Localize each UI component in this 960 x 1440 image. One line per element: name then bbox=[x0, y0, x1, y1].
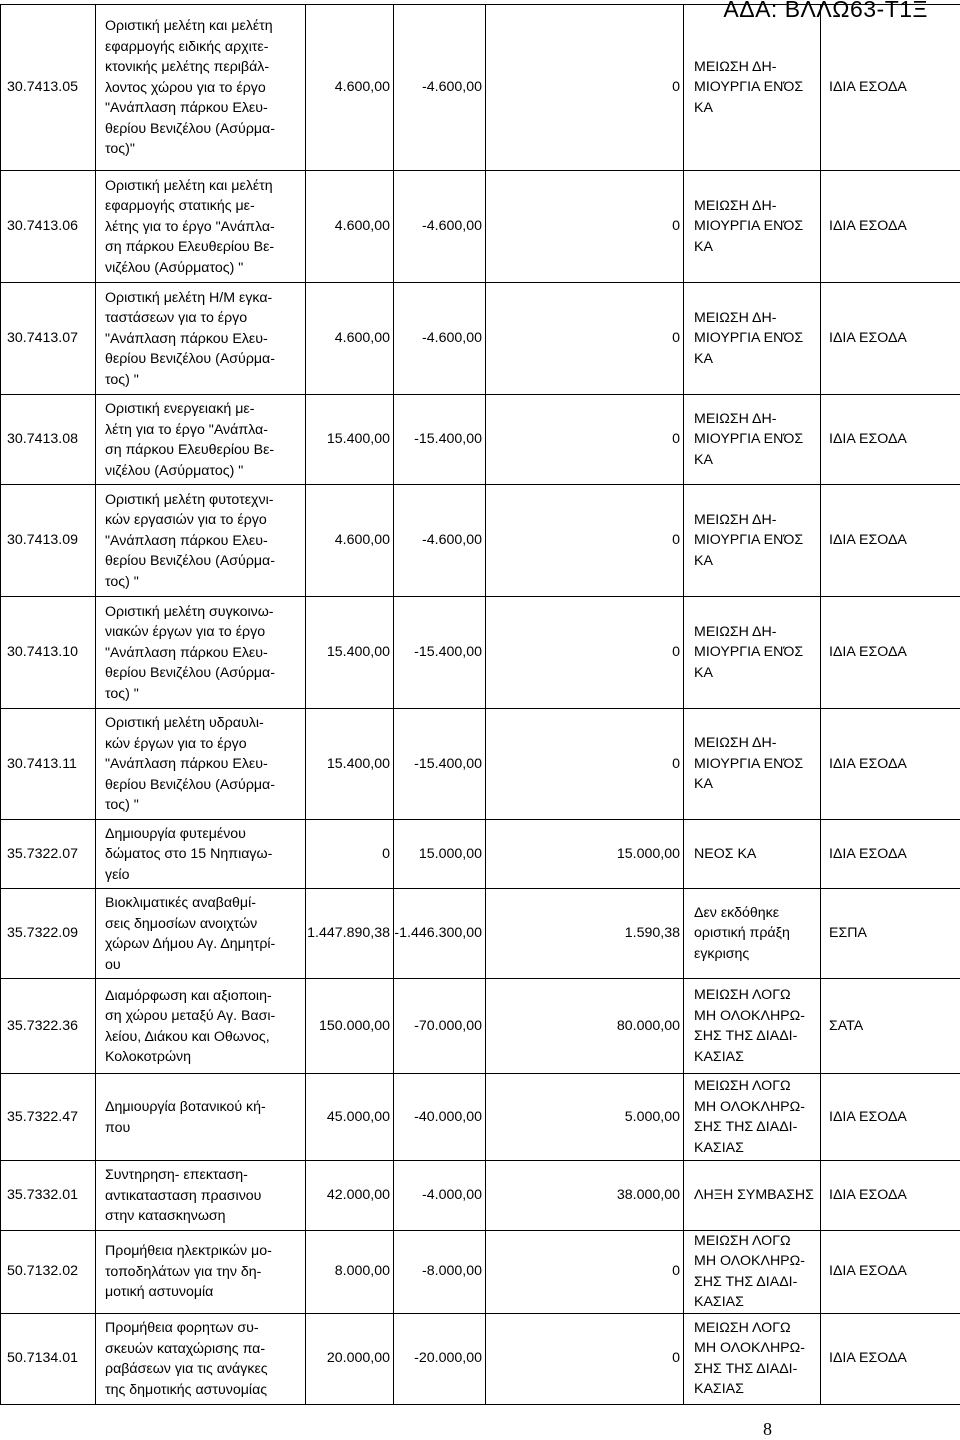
reason-text: ΜΕΙΩΣΗ ΔΗ- ΜΙΟΥΡΓΙΑ ΕΝΌΣ ΚΑ bbox=[694, 624, 803, 681]
initial-amount-cell bbox=[306, 1230, 394, 1313]
change-amount-cell bbox=[394, 171, 486, 283]
change-amount-text: -15.400,00 bbox=[414, 756, 482, 772]
budget-code-cell bbox=[1, 5, 96, 171]
budget-code-cell bbox=[1, 1230, 96, 1313]
budget-code-text: 35.7322.09 bbox=[7, 925, 78, 941]
budget-code-cell bbox=[1, 979, 96, 1074]
table-row bbox=[1, 395, 960, 485]
reason-text: ΜΕΙΩΣΗ ΔΗ- ΜΙΟΥΡΓΙΑ ΕΝΌΣ ΚΑ bbox=[694, 198, 803, 255]
budget-code-text: 35.7322.07 bbox=[7, 846, 78, 862]
change-amount-cell bbox=[394, 485, 486, 597]
table-row bbox=[1, 889, 960, 979]
reason-cell bbox=[684, 1313, 821, 1404]
description-text: Συντηρηση- επεκταση- αντικατασταση πρασινου στην κατασκηνωση bbox=[105, 1167, 261, 1224]
reason-text: ΜΕΙΩΣΗ ΛΟΓΩ ΜΗ ΟΛΟΚΛΗΡΩ- ΣΗΣ ΤΗΣ ΔΙΑΔΙ- ΚΑΣΙΑΣ bbox=[694, 1320, 805, 1398]
final-amount-cell bbox=[486, 979, 684, 1074]
funding-source-text: ΙΔΙΑ ΕΣΟΔΑ bbox=[829, 644, 907, 660]
reason-cell bbox=[684, 485, 821, 597]
initial-amount-cell bbox=[306, 283, 394, 395]
funding-source-text: ΙΔΙΑ ΕΣΟΔΑ bbox=[829, 431, 907, 447]
reason-text: ΜΕΙΩΣΗ ΔΗ- ΜΙΟΥΡΓΙΑ ΕΝΌΣ ΚΑ bbox=[694, 735, 803, 792]
budget-code-cell bbox=[1, 597, 96, 709]
final-amount-cell bbox=[486, 597, 684, 709]
description-cell bbox=[96, 5, 306, 171]
reason-cell bbox=[684, 979, 821, 1074]
budget-code-text: 30.7413.05 bbox=[7, 79, 78, 95]
description-cell bbox=[96, 1313, 306, 1404]
budget-code-cell bbox=[1, 485, 96, 597]
reason-text: ΝΕΟΣ ΚΑ bbox=[694, 846, 756, 862]
budget-code-cell bbox=[1, 395, 96, 485]
reason-cell bbox=[684, 889, 821, 979]
initial-amount-text: 45.000,00 bbox=[327, 1109, 390, 1125]
initial-amount-text: 4.600,00 bbox=[335, 532, 390, 548]
reason-cell bbox=[684, 1230, 821, 1313]
change-amount-cell bbox=[394, 1230, 486, 1313]
final-amount-cell bbox=[486, 819, 684, 889]
reason-text: ΜΕΙΩΣΗ ΛΟΓΩ ΜΗ ΟΛΟΚΛΗΡΩ- ΣΗΣ ΤΗΣ ΔΙΑΔΙ- ΚΑΣΙΑΣ bbox=[694, 1078, 805, 1156]
reason-text: ΜΕΙΩΣΗ ΔΗ- ΜΙΟΥΡΓΙΑ ΕΝΌΣ ΚΑ bbox=[694, 310, 803, 367]
final-amount-cell bbox=[486, 5, 684, 171]
funding-source-cell bbox=[821, 1074, 960, 1161]
final-amount-text: 1.590,38 bbox=[625, 925, 680, 941]
funding-source-text: ΙΔΙΑ ΕΣΟΔΑ bbox=[829, 79, 907, 95]
budget-code-text: 30.7413.08 bbox=[7, 431, 78, 447]
description-cell bbox=[96, 889, 306, 979]
final-amount-cell bbox=[486, 283, 684, 395]
initial-amount-text: 8.000,00 bbox=[335, 1263, 390, 1279]
funding-source-text: ΙΔΙΑ ΕΣΟΔΑ bbox=[829, 532, 907, 548]
description-text: Προμήθεια φορητων συ- σκευών καταχώρισης πα- ραβάσεων για τις ανάγκες της δημοτικής αστυνομίας bbox=[105, 1320, 268, 1398]
budget-code-text: 35.7322.36 bbox=[7, 1018, 78, 1034]
initial-amount-cell bbox=[306, 1074, 394, 1161]
description-cell bbox=[96, 283, 306, 395]
final-amount-cell bbox=[486, 485, 684, 597]
reason-cell bbox=[684, 1074, 821, 1161]
description-text: Προμήθεια ηλεκτρικών μο- τοποδηλάτων για την δη- μοτική αστυνομία bbox=[105, 1243, 272, 1300]
table-row bbox=[1, 1161, 960, 1231]
reason-cell bbox=[684, 1161, 821, 1231]
budget-code-text: 35.7322.47 bbox=[7, 1109, 78, 1125]
description-cell bbox=[96, 1230, 306, 1313]
change-amount-text: -1.446.300,00 bbox=[394, 925, 482, 941]
funding-source-cell bbox=[821, 1313, 960, 1404]
reason-cell bbox=[684, 283, 821, 395]
initial-amount-text: 0 bbox=[382, 846, 390, 862]
change-amount-cell bbox=[394, 889, 486, 979]
description-text: Δημιουργία βοτανικού κή- που bbox=[105, 1099, 266, 1136]
change-amount-text: -4.600,00 bbox=[422, 218, 482, 234]
funding-source-text: ΙΔΙΑ ΕΣΟΔΑ bbox=[829, 1263, 907, 1279]
initial-amount-text: 15.400,00 bbox=[327, 431, 390, 447]
description-text: Βιοκλιματικές αναβαθμί- σεις δημοσίων ανοιχτών χώρων Δήμου Αγ. Δημητρί- ου bbox=[105, 895, 275, 973]
funding-source-text: ΙΔΙΑ ΕΣΟΔΑ bbox=[829, 1350, 907, 1366]
reason-text: Δεν εκδόθηκε οριστική πράξη εγκρισης bbox=[694, 905, 790, 962]
initial-amount-text: 20.000,00 bbox=[327, 1350, 390, 1366]
table-row bbox=[1, 597, 960, 709]
initial-amount-cell bbox=[306, 597, 394, 709]
description-cell bbox=[96, 395, 306, 485]
funding-source-cell bbox=[821, 889, 960, 979]
description-cell bbox=[96, 597, 306, 709]
change-amount-cell bbox=[394, 1313, 486, 1404]
budget-code-text: 30.7413.09 bbox=[7, 532, 78, 548]
funding-source-cell bbox=[821, 597, 960, 709]
table-row bbox=[1, 1074, 960, 1161]
final-amount-text: 0 bbox=[672, 218, 680, 234]
final-amount-text: 0 bbox=[672, 644, 680, 660]
table-row bbox=[1, 819, 960, 889]
change-amount-text: 15.000,00 bbox=[419, 846, 482, 862]
change-amount-cell bbox=[394, 283, 486, 395]
funding-source-text: ΙΔΙΑ ΕΣΟΔΑ bbox=[829, 1187, 907, 1203]
funding-source-cell bbox=[821, 709, 960, 820]
initial-amount-text: 15.400,00 bbox=[327, 756, 390, 772]
final-amount-cell bbox=[486, 1230, 684, 1313]
funding-source-cell bbox=[821, 395, 960, 485]
description-text: Οριστική μελέτη και μελέτη εφαρμογής ειδικής αρχιτε- κτονικής μελέτης περιβάλ- λοντος χώρου για το έργο "Ανάπλαση πάρκου Ελευ- θερίου Βενιζέλου (Ασύρμα- τος)" bbox=[105, 18, 275, 157]
budget-table bbox=[0, 4, 960, 1405]
change-amount-text: -15.400,00 bbox=[414, 644, 482, 660]
final-amount-text: 0 bbox=[672, 79, 680, 95]
funding-source-text: ΙΔΙΑ ΕΣΟΔΑ bbox=[829, 218, 907, 234]
budget-code-cell bbox=[1, 819, 96, 889]
budget-code-cell bbox=[1, 889, 96, 979]
final-amount-text: 0 bbox=[672, 756, 680, 772]
description-text: Οριστική μελέτη φυτοτεχνι- κών εργασιών για το έργο "Ανάπλαση πάρκου Ελευ- θερίου Βενιζέλου (Ασύρμα- τος) " bbox=[105, 492, 275, 590]
description-text: Οριστική μελέτη Η/Μ εγκα- ταστάσεων για το έργο "Ανάπλαση πάρκου Ελευ- θερίου Βενιζέλου (Ασύρμα- τος) " bbox=[105, 290, 275, 388]
reason-cell bbox=[684, 819, 821, 889]
description-text: Οριστική μελέτη και μελέτη εφαρμογής στατικής με- λέτης για το έργο "Ανάπλα- ση πάρκου Ελευθερίου Βε- νιζέλου (Ασύρματος) " bbox=[105, 178, 275, 276]
description-text: Οριστική μελέτη υδραυλι- κών έργων για το έργο "Ανάπλαση πάρκου Ελευ- θερίου Βενιζέλου (Ασύρμα- τος) " bbox=[105, 715, 275, 813]
change-amount-text: -70.000,00 bbox=[414, 1018, 482, 1034]
change-amount-cell bbox=[394, 979, 486, 1074]
final-amount-text: 80.000,00 bbox=[617, 1018, 680, 1034]
budget-code-text: 50.7134.01 bbox=[7, 1350, 78, 1366]
budget-code-text: 30.7413.07 bbox=[7, 330, 78, 346]
initial-amount-cell bbox=[306, 979, 394, 1074]
final-amount-text: 15.000,00 bbox=[617, 846, 680, 862]
description-cell bbox=[96, 485, 306, 597]
final-amount-text: 38.000,00 bbox=[617, 1187, 680, 1203]
initial-amount-text: 150.000,00 bbox=[319, 1018, 390, 1034]
description-cell bbox=[96, 979, 306, 1074]
funding-source-text: ΣΑΤΑ bbox=[829, 1018, 863, 1034]
change-amount-text: -4.600,00 bbox=[422, 79, 482, 95]
budget-code-cell bbox=[1, 1313, 96, 1404]
final-amount-cell bbox=[486, 171, 684, 283]
funding-source-cell bbox=[821, 1161, 960, 1231]
change-amount-cell bbox=[394, 709, 486, 820]
description-cell bbox=[96, 819, 306, 889]
funding-source-cell bbox=[821, 979, 960, 1074]
final-amount-cell bbox=[486, 1313, 684, 1404]
table-row bbox=[1, 485, 960, 597]
change-amount-text: -4.600,00 bbox=[422, 330, 482, 346]
final-amount-cell bbox=[486, 395, 684, 485]
ada-watermark: ΑΔΑ: ΒΛΛΩ63-Τ1Ξ bbox=[723, 0, 928, 24]
funding-source-text: ΙΔΙΑ ΕΣΟΔΑ bbox=[829, 846, 907, 862]
table-row bbox=[1, 171, 960, 283]
change-amount-cell bbox=[394, 819, 486, 889]
initial-amount-cell bbox=[306, 485, 394, 597]
initial-amount-cell bbox=[306, 819, 394, 889]
description-cell bbox=[96, 171, 306, 283]
description-text: Δημιουργία φυτεμένου δώματος στο 15 Νηπιαγω- γείο bbox=[105, 826, 272, 883]
budget-code-text: 30.7413.10 bbox=[7, 644, 78, 660]
change-amount-text: -8.000,00 bbox=[422, 1263, 482, 1279]
initial-amount-cell bbox=[306, 1313, 394, 1404]
initial-amount-cell bbox=[306, 889, 394, 979]
funding-source-text: ΕΣΠΑ bbox=[829, 925, 867, 941]
reason-cell bbox=[684, 5, 821, 171]
change-amount-text: -20.000,00 bbox=[414, 1350, 482, 1366]
final-amount-text: 0 bbox=[672, 431, 680, 447]
initial-amount-text: 1.447.890,38 bbox=[307, 925, 390, 941]
budget-code-text: 35.7332.01 bbox=[7, 1187, 78, 1203]
funding-source-text: ΙΔΙΑ ΕΣΟΔΑ bbox=[829, 330, 907, 346]
reason-cell bbox=[684, 709, 821, 820]
reason-cell bbox=[684, 171, 821, 283]
budget-code-cell bbox=[1, 283, 96, 395]
final-amount-cell bbox=[486, 709, 684, 820]
initial-amount-cell bbox=[306, 1161, 394, 1231]
table-row bbox=[1, 1313, 960, 1404]
initial-amount-text: 4.600,00 bbox=[335, 218, 390, 234]
table-row bbox=[1, 1230, 960, 1313]
change-amount-cell bbox=[394, 395, 486, 485]
funding-source-cell bbox=[821, 283, 960, 395]
change-amount-text: -40.000,00 bbox=[414, 1109, 482, 1125]
description-cell bbox=[96, 709, 306, 820]
change-amount-cell bbox=[394, 1074, 486, 1161]
reason-text: ΛΗΞΗ ΣΥΜΒΑΣΗΣ bbox=[694, 1187, 814, 1203]
change-amount-text: -4.600,00 bbox=[422, 532, 482, 548]
description-cell bbox=[96, 1074, 306, 1161]
reason-text: ΜΕΙΩΣΗ ΛΟΓΩ ΜΗ ΟΛΟΚΛΗΡΩ- ΣΗΣ ΤΗΣ ΔΙΑΔΙ- ΚΑΣΙΑΣ bbox=[694, 987, 805, 1065]
initial-amount-cell bbox=[306, 171, 394, 283]
change-amount-cell bbox=[394, 597, 486, 709]
final-amount-text: 0 bbox=[672, 330, 680, 346]
reason-cell bbox=[684, 597, 821, 709]
funding-source-text: ΙΔΙΑ ΕΣΟΔΑ bbox=[829, 756, 907, 772]
budget-code-cell bbox=[1, 709, 96, 820]
table-row bbox=[1, 5, 960, 171]
final-amount-cell bbox=[486, 1161, 684, 1231]
reason-text: ΜΕΙΩΣΗ ΔΗ- ΜΙΟΥΡΓΙΑ ΕΝΌΣ ΚΑ bbox=[694, 411, 803, 468]
description-cell bbox=[96, 1161, 306, 1231]
change-amount-cell bbox=[394, 1161, 486, 1231]
budget-code-text: 30.7413.11 bbox=[7, 756, 77, 772]
description-text: Οριστική ενεργειακή με- λέτη για το έργο "Ανάπλα- ση πάρκου Ελευθερίου Βε- νιζέλου (Ασύρματος) " bbox=[105, 401, 274, 479]
budget-code-text: 50.7132.02 bbox=[7, 1263, 78, 1279]
final-amount-text: 0 bbox=[672, 532, 680, 548]
initial-amount-text: 4.600,00 bbox=[335, 79, 390, 95]
reason-text: ΜΕΙΩΣΗ ΔΗ- ΜΙΟΥΡΓΙΑ ΕΝΌΣ ΚΑ bbox=[694, 512, 803, 569]
final-amount-cell bbox=[486, 1074, 684, 1161]
initial-amount-text: 15.400,00 bbox=[327, 644, 390, 660]
initial-amount-text: 42.000,00 bbox=[327, 1187, 390, 1203]
funding-source-cell bbox=[821, 171, 960, 283]
budget-code-cell bbox=[1, 1074, 96, 1161]
budget-code-text: 30.7413.06 bbox=[7, 218, 78, 234]
reason-cell bbox=[684, 395, 821, 485]
funding-source-cell bbox=[821, 5, 960, 171]
page-number: 8 bbox=[763, 1418, 772, 1440]
table-row bbox=[1, 709, 960, 820]
change-amount-text: -15.400,00 bbox=[414, 431, 482, 447]
funding-source-cell bbox=[821, 1230, 960, 1313]
budget-code-cell bbox=[1, 171, 96, 283]
initial-amount-cell bbox=[306, 395, 394, 485]
final-amount-text: 5.000,00 bbox=[625, 1109, 680, 1125]
initial-amount-cell bbox=[306, 5, 394, 171]
final-amount-cell bbox=[486, 889, 684, 979]
change-amount-cell bbox=[394, 5, 486, 171]
budget-code-cell bbox=[1, 1161, 96, 1231]
funding-source-cell bbox=[821, 819, 960, 889]
description-text: Οριστική μελέτη συγκοινω- νιακών έργων για το έργο "Ανάπλαση πάρκου Ελευ- θερίου Βενιζέλου (Ασύρμα- τος) " bbox=[105, 604, 275, 702]
table-row bbox=[1, 979, 960, 1074]
initial-amount-cell bbox=[306, 709, 394, 820]
reason-text: ΜΕΙΩΣΗ ΛΟΓΩ ΜΗ ΟΛΟΚΛΗΡΩ- ΣΗΣ ΤΗΣ ΔΙΑΔΙ- ΚΑΣΙΑΣ bbox=[694, 1233, 805, 1311]
description-text: Διαμόρφωση και αξιοποιη- ση χώρου μεταξύ Αγ. Βασι- λείου, Διάκου και Οθωνος, Κολοκοτρώνη bbox=[105, 988, 275, 1066]
funding-source-cell bbox=[821, 485, 960, 597]
reason-text: ΜΕΙΩΣΗ ΔΗ- ΜΙΟΥΡΓΙΑ ΕΝΌΣ ΚΑ bbox=[694, 59, 803, 116]
change-amount-text: -4.000,00 bbox=[422, 1187, 482, 1203]
initial-amount-text: 4.600,00 bbox=[335, 330, 390, 346]
table-row bbox=[1, 283, 960, 395]
final-amount-text: 0 bbox=[672, 1350, 680, 1366]
funding-source-text: ΙΔΙΑ ΕΣΟΔΑ bbox=[829, 1109, 907, 1125]
final-amount-text: 0 bbox=[672, 1263, 680, 1279]
